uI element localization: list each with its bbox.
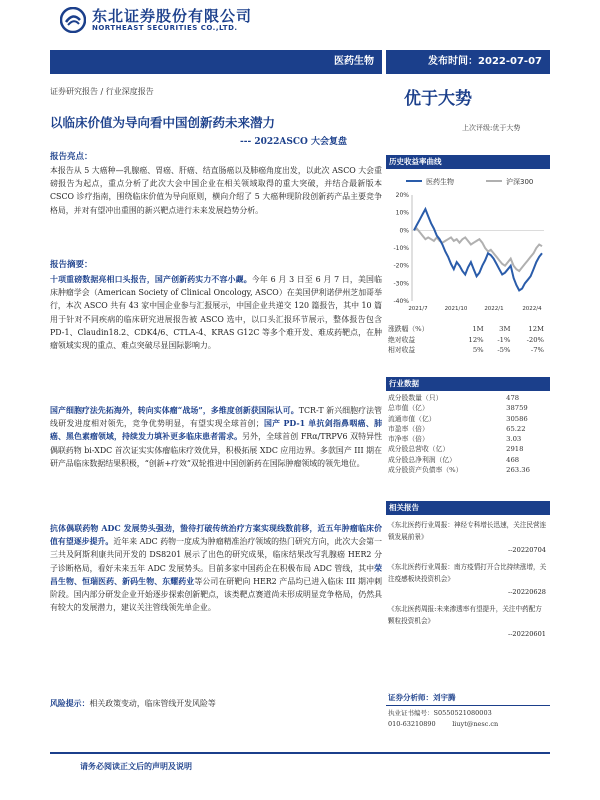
industry-data-block [386, 377, 550, 475]
summary-p2-body-1: TCR-T 新兴细胞疗法管线研发进度相对领先，竞争优势明显，有望实现全球首创； [50, 406, 382, 429]
summary-p2-lead: 国产细胞疗法先拓海外，转向实体瘤“战场”，多维度创新获国际认可。 [50, 406, 299, 415]
x-tick-label: 2022/4 [522, 306, 542, 311]
perf-cell: 12% [468, 335, 484, 344]
highlights-heading: 报告亮点： [50, 152, 93, 162]
x-tick-label: 2021/10 [444, 306, 468, 311]
risk-heading: 风险提示： [50, 699, 90, 708]
industry-data-value: 65.22 [506, 424, 526, 433]
sidebar-chart-block [386, 155, 550, 315]
summary-p3-companies: 荣昌生物、恒瑞医药、新码生物、东耀药业 [50, 563, 382, 586]
analyst-license: 执业证书编号：S0550521080003 [388, 709, 492, 717]
y-tick-label: 0% [399, 227, 409, 235]
industry-data-label: 流通市值（亿） [388, 414, 436, 423]
summary-paragraph-2 [50, 404, 382, 470]
industry-data-heading: 行业数据 [386, 377, 550, 391]
table-row [386, 455, 546, 465]
table-row [386, 444, 546, 454]
risk-text: 相关政策变动，临床管线开发风险等 [89, 699, 216, 708]
legend-label: 医药生物 [426, 178, 454, 186]
perf-cell: -7% [530, 346, 544, 354]
related-report-date: --20220628 [507, 588, 546, 596]
analyst-contact[interactable]: 010-63210890 liuyt@nesc.cn [388, 720, 499, 728]
perf-header-cell: 12M [528, 325, 544, 333]
related-report-title[interactable]: 《东北医药行业周报：神经专科增长迅速，关注民营连锁发展前景》 [388, 521, 547, 541]
highlights-text: 本报告从 5 大癌种—乳腺癌、胃癌、肝癌、结直肠癌以及肺癌角度出发，以此次 ASCO 大会重磅报告为起点，重点分析了此次大会中国企业在相关领域取得的重大突破，并结合最新版本 CSCO 诊疗指南，围绕临床价值为导向原则，横向介绍了 5 大癌种现阶段创新药产品主要竞争格局，并对有望冲出重围的新兴靶点进行未来发展趋势分析。 [50, 166, 382, 215]
publish-date-band: 发布时间：2022-07-07 [386, 50, 550, 74]
industry-data-label: 成分股总营收（亿） [388, 445, 450, 454]
industry-data-value: 478 [506, 394, 520, 402]
industry-data-value: 38759 [506, 404, 528, 413]
summary-p2-body-2: 另外，全球首创 FRα/TRPV6 双特异性偶联药物 bi-XDC 首次证实实体瘤临床疗效优异，积极拓展 XDC 应用边界。多款国产 III 期在研产品临床数据结果积极，“创新+疗效”双轮推进中国创新药在国际肿瘤领域的领先地位。 [50, 432, 382, 468]
summary-p1-lead: 十项重磅数据亮相口头报告，国产创新药实力不容小觑。 [50, 275, 252, 284]
table-row [386, 403, 546, 413]
table-row [386, 424, 546, 434]
related-report-title[interactable]: 《东北医药周报:未来渗透率有望提升，关注中药配方颗粒投资机会》 [388, 605, 542, 625]
perf-cell: 相对收益 [388, 346, 416, 354]
rating: 优于大势 [404, 89, 472, 109]
risk-line [50, 697, 382, 710]
footer-disclaimer: 请务必阅读正文后的声明及说明 [80, 761, 192, 771]
y-tick-label: -20% [393, 262, 409, 270]
previous-rating: 上次评级:优于大势 [462, 124, 521, 132]
related-report-date: --20220704 [507, 546, 546, 554]
industry-data-label: 成分股总净利润（亿） [388, 455, 456, 464]
y-tick-label: -40% [393, 298, 409, 305]
x-tick-label: 2022/1 [484, 306, 504, 311]
summary-p3-body-1: 近年来 ADC 药物一度成为肿瘤精准治疗领域的热门研究方向，此次大会第一三共及阿斯利康共同开发的 DS8201 展示了出色的研究成果，临床结果改写乳腺癌 HER2 分子诊断格局，看好未来五年 ADC 发展势头。目前多家中国药企在积极布局 ADC 管线，其中 [50, 537, 382, 573]
industry-data-table [386, 393, 546, 475]
industry-data-value: 263.36 [506, 466, 530, 475]
perf-cell: -1% [497, 335, 511, 344]
series-line [414, 209, 542, 290]
analyst-block [386, 692, 550, 730]
company-name-cn: 东北证券股份有限公司 [92, 7, 253, 25]
table-row [386, 335, 546, 346]
related-report-date: --20220601 [507, 630, 546, 638]
performance-header-row [386, 324, 546, 335]
industry-data-value: 468 [506, 455, 520, 464]
summary-p2-bold-2: 国产 PD-1 单抗剑指鼻咽癌、肺癌、黑色素瘤领域，持续发力填补更多临床患者需求。 [50, 419, 382, 442]
footer-divider [50, 752, 550, 754]
related-reports-block [386, 501, 550, 641]
y-tick-label: 20% [395, 192, 409, 199]
related-report-title[interactable]: 《东北医药行业周报：南方疫情打开合比持续涨增，关注疫感板块投资机会》 [388, 563, 547, 583]
legend-label: 沪深300 [506, 178, 534, 186]
chart-heading: 历史收益率曲线 [386, 155, 550, 169]
risk-section [50, 697, 382, 710]
industry-data-value: 3.03 [506, 435, 522, 444]
industry-data-value: 30586 [506, 414, 528, 423]
summary-p3-body-2: 等公司在研靶向 HER2 产品均已进入临床 III 期冲刺阶段。国内部分研发企业开始逐步探索创新靶点，该类靶点赛道尚未形成明显竞争格局，仍然具有较大的发展潜力，建议关注管线领先单企业。 [50, 576, 382, 613]
list-item [386, 603, 550, 641]
perf-cell: 绝对收益 [388, 335, 416, 344]
perf-cell: -5% [497, 346, 511, 354]
summary-paragraph-2-block [50, 404, 382, 470]
analyst-name: 证券分析师：刘宇腾 [386, 692, 550, 706]
perf-cell: -20% [526, 335, 544, 344]
report-type: 证券研究报告 / 行业深度报告 [50, 87, 154, 96]
perf-header-cell: 涨跌幅（%） [388, 325, 429, 333]
y-tick-label: -10% [393, 245, 409, 252]
series-line [414, 229, 542, 271]
page-header [0, 0, 600, 40]
perf-header-cell: 3M [499, 325, 511, 333]
related-reports-heading: 相关报告 [386, 501, 550, 515]
summary-p1-body: 今年 6 月 3 日至 6 月 7 日，美国临床肿瘤学会（American Society of Clinical Oncology, ASCO）在美国伊利诺伊州芝加哥举行，本次 ASCO 共有 43 家中国企业参与汇报展示，中国企业共递交 120 篇报告，其中 10 篇用于针对不同疾病的临床研究进展报告被 ASCO 选中，以口头汇报环节展示，整体报告包含 PD-1、Claudin18.2、CDK4/6、CTLA-4、KRAS G12C 等多个难开发、难成药靶点，在肿瘤领域实现的重点、难点突破尽显国际影响力。 [50, 275, 382, 351]
y-tick-label: 10% [395, 209, 409, 217]
table-row [386, 414, 546, 424]
summary-paragraph-3 [50, 522, 382, 614]
table-row [386, 434, 546, 444]
company-name-en: NORTHEAST SECURITIES CO.,LTD. [92, 24, 238, 32]
industry-data-label: 市盈率（倍） [388, 424, 429, 433]
report-title: 以临床价值为导向看中国创新药未来潜力 [50, 115, 276, 130]
industry-data-label: 成分股数量（只） [388, 394, 443, 402]
perf-header-cell: 1M [472, 325, 484, 333]
industry-data-label: 市净率（倍） [388, 435, 429, 444]
report-subtitle: --- 2022ASCO 大会复盘 [240, 137, 348, 147]
list-item [386, 519, 550, 557]
y-tick-label: -30% [393, 280, 409, 288]
summary-paragraph-3-block [50, 522, 382, 614]
industry-data-label: 总市值（亿） [388, 404, 429, 413]
performance-table [386, 324, 546, 356]
industry-band: 医药生物 [50, 50, 382, 74]
table-row [386, 345, 546, 356]
summary-heading: 报告摘要： [50, 260, 93, 270]
list-item [386, 561, 550, 599]
x-tick-label: 2021/7 [408, 306, 428, 311]
company-logo-icon [60, 7, 86, 33]
table-row [386, 393, 546, 403]
highlights-section [50, 150, 382, 217]
performance-block [386, 324, 550, 356]
summary-p3-lead: 抗体偶联药物 ADC 发展势头强劲，蛰待打破传统治疗方案实现线数前移，近五年肿瘤临床价值有望逐步提升。 [50, 524, 382, 547]
perf-cell: 5% [472, 346, 484, 354]
industry-data-value: 2918 [506, 445, 524, 454]
summary-section [50, 258, 382, 352]
table-row [386, 465, 546, 475]
return-curve-chart [386, 169, 550, 311]
summary-paragraph-1 [50, 273, 382, 352]
industry-data-label: 成分股资产负债率（%） [388, 466, 463, 475]
